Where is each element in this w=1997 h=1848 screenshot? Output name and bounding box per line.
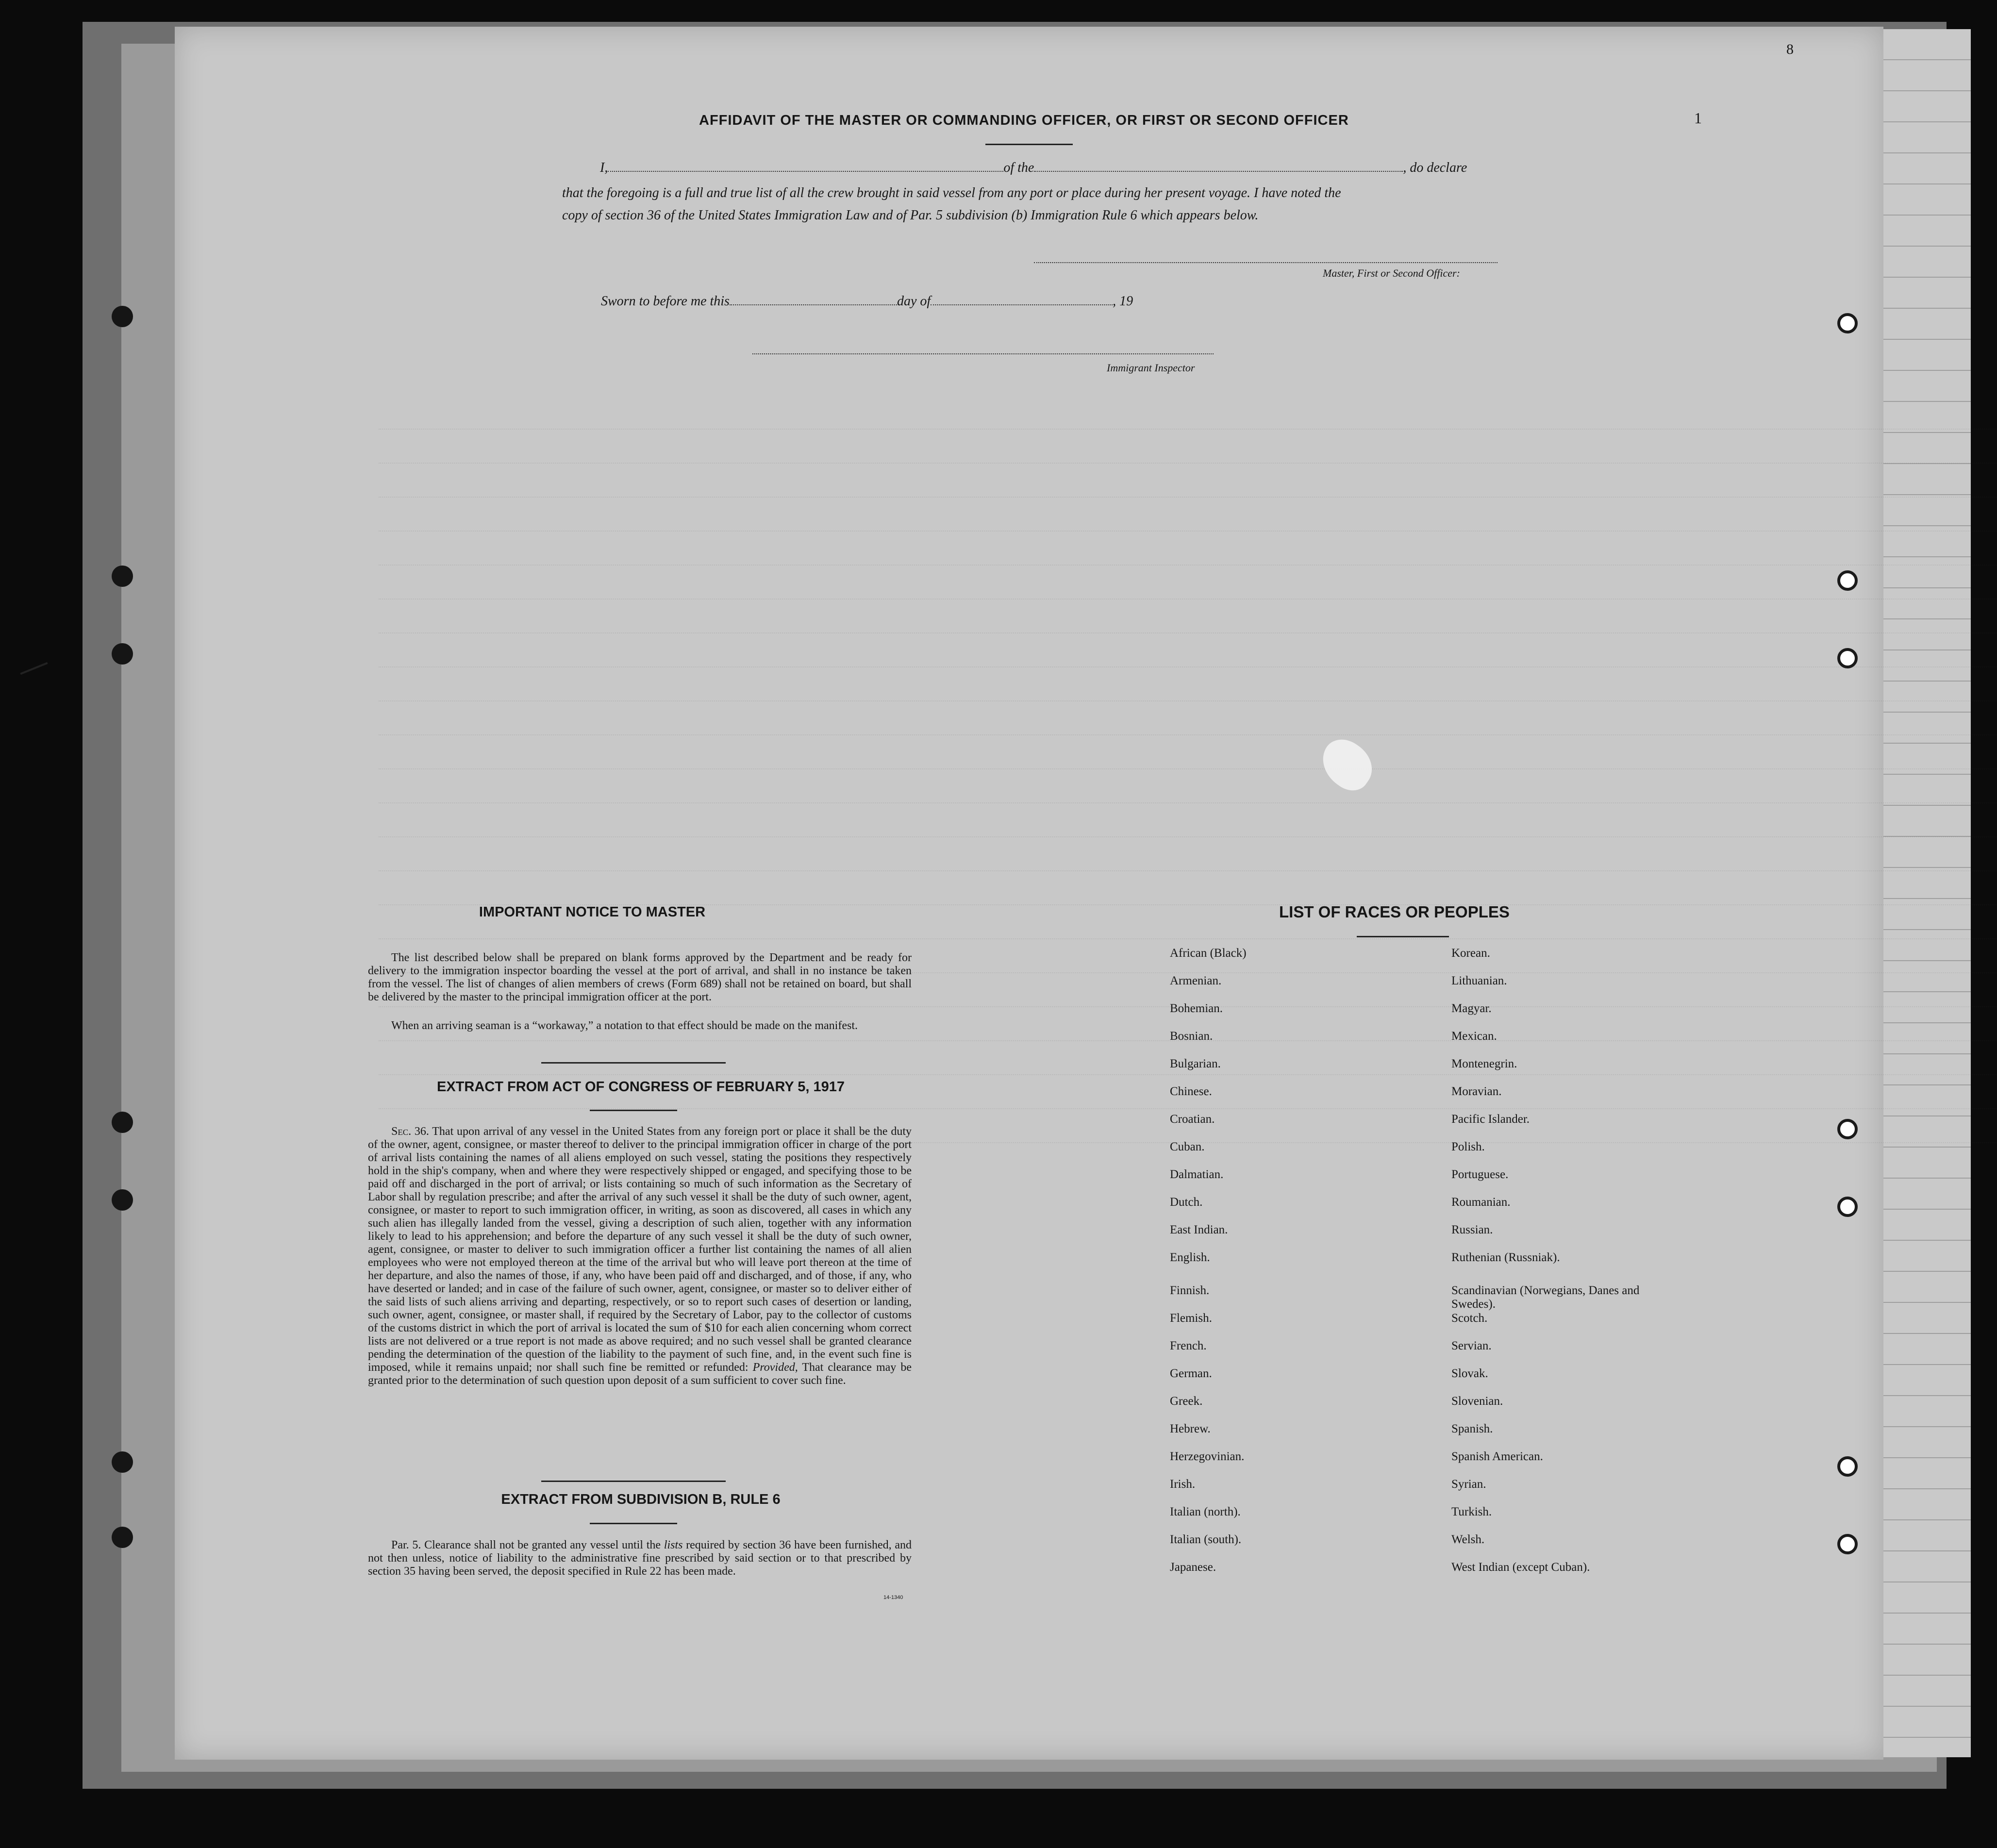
notice-paragraph-2: When an arriving seaman is a “workaway,” a notation to that effect should be made on the manifest. [391, 1019, 858, 1032]
race-item-left-11: English. [1170, 1251, 1210, 1264]
title-rule [1357, 936, 1449, 937]
officer-signature-line[interactable] [1034, 262, 1498, 263]
race-item-left-3: Bosnian. [1170, 1030, 1213, 1043]
race-item-right-14: Servian. [1451, 1339, 1492, 1352]
page-number: 1 [1694, 109, 1702, 127]
race-item-left-4: Bulgarian. [1170, 1057, 1221, 1070]
bleed-through-row [379, 701, 1997, 735]
race-item-left-5: Chinese. [1170, 1085, 1212, 1098]
race-item-right-3: Mexican. [1451, 1030, 1497, 1043]
punch-hole [112, 1451, 133, 1473]
inspector-caption: Immigrant Inspector [1107, 362, 1195, 374]
race-item-right-20: Turkish. [1451, 1505, 1492, 1518]
race-item-left-2: Bohemian. [1170, 1002, 1223, 1015]
race-item-left-19: Irish. [1170, 1478, 1196, 1491]
punch-hole [112, 1112, 133, 1133]
bleed-through-row [379, 464, 1997, 498]
race-item-right-2: Magyar. [1451, 1002, 1492, 1015]
sec-label: Sec. 36. [391, 1125, 429, 1138]
bleed-through-row [379, 803, 1997, 837]
sec-text: That upon arrival of any vessel in the United States from any foreign port or place it shall be the duty of the owner, agent, consignee, or master thereof to deliver to the principal immigration officer in charge of the port of arrival lists containing the names of all aliens employed on such vessel, stating the positions they respectively hold in the ship's company, when and where they were respectively shipped or engaged, and specifying those to be paid off and discharged in the port of arrival; or lists containing so much of such information as the Secretary of Labor shall by regulation prescribe; and after the arrival of any such vessel it shall be the duty of such owner, agent, consignee, or master to report to such immigration officer, in writing, as soon as discovered, all cases in which any such alien has illegally landed from the vessel, giving a description of such alien, together with any information likely to lead to his apprehension; and before the departure of any such vessel it shall be the duty of such owner, agent, consignee, or master to deliver to such immigration officer a further list containing the names of all alien employees who were not employed thereon at the time of the arrival but who will leave port thereon at the time of her departure, and also the names of those, if any, who have been paid off and discharged, and of those, if any, who have deserted or landed; and in case of the failure of such owner, agent, consignee, or master so to deliver either of the said lists of such aliens arriving and departing, respectively, or so to report such cases of desertion or landing, such owner, agent, consignee, or master shall, if required by the Secretary of Labor, pay to the collector of customs of the customs district in which the port of arrival is located the sum of $10 for each alien concerning whom correct lists are not delivered or a true report is not made as above required; and no such vessel shall be granted clearance pending the determination of the question of the liability to the payment of such fine, and, in the event such fine is imposed, while it remains unpaid; nor shall such fine be remitted or refunded: [368, 1125, 912, 1374]
section-divider [541, 1481, 726, 1482]
race-item-right-16: Slovenian. [1451, 1395, 1503, 1408]
race-item-right-10: Russian. [1451, 1223, 1493, 1236]
race-item-right-12: Scandinavian (Norwegians, Danes and Swedes). [1451, 1284, 1640, 1311]
race-item-left-16: Greek. [1170, 1395, 1203, 1408]
bleed-through-row [379, 599, 1997, 633]
race-item-left-21: Italian (south). [1170, 1533, 1242, 1546]
rule-extract-title: EXTRACT FROM SUBDIVISION B, RULE 6 [501, 1492, 781, 1507]
race-item-right-7: Polish. [1451, 1140, 1485, 1153]
notice-paragraph-1: The list described below shall be prepared on blank forms approved by the Department and be ready for delivery to the immigration inspector boarding the vessel at the port of arrival, and shall in no instance be taken from the vessel. The list of changes of alien members of crews (Form 689) shall not be retained on board, but shall be delivered by the master to the principal immigration officer at the port. [368, 951, 912, 1003]
affidavit-title: AFFIDAVIT OF THE MASTER OR COMMANDING OFFICER, OR FIRST OR SECOND OFFICER [699, 113, 1349, 128]
affidavit-name-line [600, 160, 1498, 176]
race-item-left-22: Japanese. [1170, 1561, 1216, 1574]
title-rule [985, 144, 1073, 145]
section-divider [541, 1062, 726, 1064]
sec-text-end: That clearance may be granted prior to the determination of such question upon deposit of a sum sufficient to cover such fine. [368, 1361, 912, 1387]
race-item-left-12: Finnish. [1170, 1284, 1210, 1297]
bleed-through-row [379, 871, 1997, 905]
form-number: 14-1340 [883, 1595, 903, 1600]
act-extract-title: EXTRACT FROM ACT OF CONGRESS OF FEBRUARY 5, 1917 [436, 1079, 845, 1095]
race-item-right-15: Slovak. [1451, 1367, 1488, 1380]
inspector-signature-line[interactable] [752, 353, 1214, 354]
race-item-right-17: Spanish. [1451, 1422, 1493, 1435]
race-item-left-7: Cuban. [1170, 1140, 1205, 1153]
corner-mark: 8 [1786, 41, 1794, 57]
declaration-line-2: copy of section 36 of the United States Immigration Law and of Par. 5 subdivision (b) Immigration Rule 6 which appears below. [562, 208, 1259, 223]
punch-hole [112, 566, 133, 587]
race-item-left-0: African (Black) [1170, 947, 1247, 960]
race-item-left-9: Dutch. [1170, 1196, 1203, 1209]
punch-hole [112, 1189, 133, 1211]
race-item-right-18: Spanish American. [1451, 1450, 1543, 1463]
day-of-label: day of [897, 294, 931, 309]
races-title: LIST OF RACES OR PEOPLES [1279, 903, 1510, 921]
bleed-through-row [379, 430, 1997, 464]
race-item-right-21: Welsh. [1451, 1533, 1485, 1546]
rule-text-after: required by section 36 have been furnished, and not then unless, notice of liability to the administrative fine prescribed by said section or to that prescribed by section 35 having been served, the deposit specified in Rule 22 has been made. [368, 1539, 912, 1578]
sworn-month-blank[interactable] [931, 304, 1113, 305]
race-item-right-11: Ruthenian (Russniak). [1451, 1251, 1560, 1264]
punch-hole [1837, 1456, 1858, 1477]
race-item-left-1: Armenian. [1170, 974, 1222, 987]
race-item-left-20: Italian (north). [1170, 1505, 1241, 1518]
punch-hole [112, 1527, 133, 1548]
bleed-through-row [379, 735, 1997, 769]
race-item-left-18: Herzegovinian. [1170, 1450, 1245, 1463]
bleed-through-row [379, 667, 1997, 701]
bleed-through-row [379, 633, 1997, 667]
bleed-through-row [379, 498, 1997, 532]
race-item-left-8: Dalmatian. [1170, 1168, 1224, 1181]
race-item-right-5: Moravian. [1451, 1085, 1502, 1098]
race-item-right-13: Scotch. [1451, 1312, 1488, 1325]
act-extract-text [368, 1125, 912, 1387]
sworn-line [601, 294, 1133, 309]
do-declare-label: , do declare [1403, 160, 1467, 175]
race-item-right-6: Pacific Islander. [1451, 1113, 1530, 1126]
declaration-line-1: that the foregoing is a full and true list of all the crew brought in said vessel from any port or place during her present voyage. I have noted the [562, 185, 1341, 200]
bleed-through-row [379, 769, 1997, 803]
punch-hole [1837, 1197, 1858, 1217]
race-item-right-9: Roumanian. [1451, 1196, 1511, 1209]
punch-hole [112, 643, 133, 665]
rule-text-before: Par. 5. Clearance shall not be granted any vessel until the [391, 1539, 661, 1551]
race-item-right-4: Montenegrin. [1451, 1057, 1517, 1070]
provided-label: Provided, [752, 1361, 798, 1374]
bleed-through-row [379, 837, 1997, 871]
punch-hole [112, 306, 133, 327]
bleed-through-row [379, 532, 1997, 566]
vessel-blank[interactable] [1034, 171, 1403, 172]
pencil-stroke [20, 662, 48, 675]
bleed-through-row [379, 566, 1997, 599]
race-item-left-10: East Indian. [1170, 1223, 1228, 1236]
i-label: I, [600, 160, 608, 175]
race-item-right-8: Portuguese. [1451, 1168, 1509, 1181]
of-the-label: of the [1003, 160, 1034, 175]
race-item-right-1: Lithuanian. [1451, 974, 1507, 987]
name-blank[interactable] [608, 171, 1003, 172]
rule-extract-text [368, 1539, 912, 1578]
race-item-left-14: French. [1170, 1339, 1207, 1352]
title-rule [590, 1110, 677, 1111]
title-rule [590, 1523, 677, 1524]
punch-hole [1837, 1534, 1858, 1554]
year-label: , 19 [1113, 294, 1133, 309]
sworn-day-blank[interactable] [730, 304, 897, 305]
race-item-left-13: Flemish. [1170, 1312, 1212, 1325]
race-item-right-0: Korean. [1451, 947, 1490, 960]
race-item-left-15: German. [1170, 1367, 1212, 1380]
race-item-left-6: Croatian. [1170, 1113, 1215, 1126]
punch-hole [1837, 313, 1858, 333]
race-item-right-22: West Indian (except Cuban). [1451, 1561, 1590, 1574]
sworn-label: Sworn to before me this [601, 294, 730, 309]
notice-title: IMPORTANT NOTICE TO MASTER [479, 904, 706, 920]
race-item-left-17: Hebrew. [1170, 1422, 1211, 1435]
bleed-through-row [379, 396, 1997, 430]
officer-caption: Master, First or Second Officer: [1323, 267, 1460, 279]
lists-word: lists [664, 1539, 683, 1551]
race-item-right-19: Syrian. [1451, 1478, 1486, 1491]
